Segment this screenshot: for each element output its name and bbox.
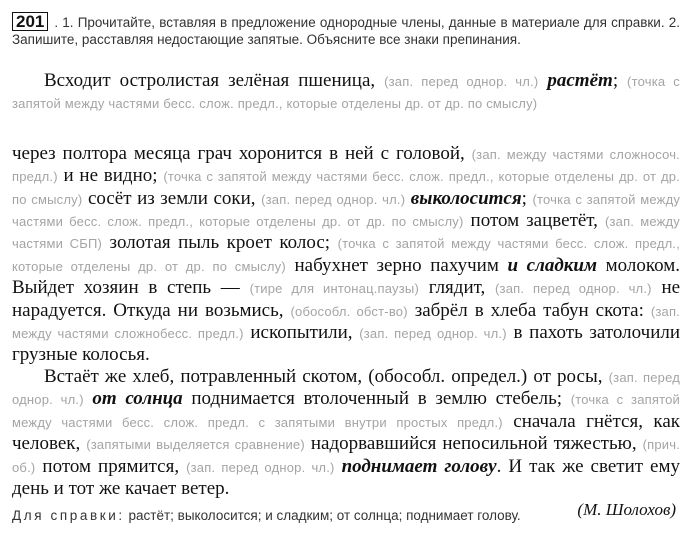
punctuation-note: (точка с запятой между частями бесс. слож. предл., которые отделены др. от др. по смыслу) xyxy=(12,236,681,274)
reference-material xyxy=(12,508,680,523)
punctuation-note: (зап. между частями СБП) xyxy=(12,214,680,252)
punctuation-note: (зап. перед однор. чл.) xyxy=(359,326,507,342)
punctuation-note: (точка с запятой между частями бесс. слож. предл., которые отделены др. от др. по смыслу) xyxy=(12,191,681,230)
text-fragment: молоком. Выйдет хозяин в степь — xyxy=(12,254,681,299)
punctuation-note: (зап. перед однор. чл.) xyxy=(12,369,681,408)
punctuation-note: (обособл. обст-во) xyxy=(290,303,408,319)
text-fragment: Встаёт же хлеб, потравленный скотом, (обособл. определ.) от росы, xyxy=(44,365,603,387)
text-fragment: забрёл в хлеба табун скота: xyxy=(414,299,644,321)
inserted-member: растёт xyxy=(547,70,613,91)
author-attribution: (М. Шолохов) xyxy=(577,500,676,520)
text-fragment: ; xyxy=(612,70,619,91)
paragraph-3 xyxy=(12,366,680,499)
punctuation-note: (зап. между частями сложнобесс. предл.) xyxy=(12,303,680,342)
punctuation-note: (зап. перед однор. чл.) xyxy=(384,74,539,89)
text-fragment: золотая пыль кроет колос; xyxy=(109,232,331,254)
punctuation-note: (зап. между частями сложносоч. предл.) xyxy=(12,146,680,185)
text-fragment: потом зацветёт, xyxy=(470,210,598,232)
text-fragment: потом прямится, xyxy=(42,455,180,477)
reference-text: растёт; выколосится; и сладким; от солнца; поднимает голову. xyxy=(128,508,521,523)
exercise-number: 201 xyxy=(12,12,48,31)
text-fragment: сосёт из земли соки, xyxy=(87,187,256,209)
text-fragment: ископытили, xyxy=(250,322,353,344)
punctuation-note: (точка с запятой между частями бесс. слож. предл., которые отделены др. от др. по смыслу) xyxy=(12,169,680,207)
punctuation-note: (тире для интонац.паузы) xyxy=(249,281,419,297)
text-fragment: не нарадуется. Откуда ни возьмись, xyxy=(12,277,681,321)
text-fragment: через полтора месяца грач хоронится в ней с головой, xyxy=(12,142,465,164)
text-fragment: Всходит остролистая зелёная пшеница, xyxy=(44,70,376,91)
inserted-member: от солнца xyxy=(92,388,183,410)
text-fragment: ; xyxy=(521,187,527,209)
text-fragment: набухнет зерно пахучим xyxy=(294,254,499,276)
punctuation-note: (зап. перед однор. чл.) xyxy=(186,459,335,475)
text-fragment: поднимается втолоченный в землю стебель; xyxy=(191,388,563,410)
text-fragment: надорвавшийся непосильной тяжестью, xyxy=(310,433,637,455)
punctuation-note: (точка с запятой между частями бесс. слож. предл. с запятыми внутри простых предл.) xyxy=(12,392,680,430)
exercise-instruction xyxy=(12,12,680,48)
exercise-text xyxy=(12,70,680,520)
paragraph-1 xyxy=(12,70,680,115)
punctuation-note: (запятыми выделяется сравнение) xyxy=(86,437,305,453)
inserted-member: выколосится xyxy=(410,187,522,209)
punctuation-note: (точка с запятой между частями бесс. слож. предл., которые отделены др. от др. по смыслу) xyxy=(12,74,681,112)
punctuation-note: (зап. перед однор. чл.) xyxy=(261,191,406,207)
text-fragment: . И так же светит ему день и тот же качает ветер. xyxy=(12,455,681,499)
instruction-text: . 1. Прочитайте, вставляя в предложение однородные члены, данные в материале для справки. 2. Запишите, расставляя недостающие запятые. Объясните все знаки препинания. xyxy=(12,15,680,47)
punctuation-note: (прич. об.) xyxy=(12,437,681,475)
reference-label: Для справки: xyxy=(12,508,125,523)
text-fragment: в пахоть затолочили грузные колосья. xyxy=(12,322,681,366)
text-fragment: и не видно; xyxy=(63,165,158,187)
punctuation-note: (зап. перед однор. чл.) xyxy=(495,281,652,297)
inserted-member: и сладким xyxy=(507,254,597,276)
text-fragment: глядит, xyxy=(428,277,486,299)
paragraph-gap xyxy=(12,115,680,143)
inserted-member: поднимает голову xyxy=(341,455,497,477)
paragraph-2 xyxy=(12,143,680,366)
text-fragment: сначала гнётся, как человек, xyxy=(12,410,681,455)
